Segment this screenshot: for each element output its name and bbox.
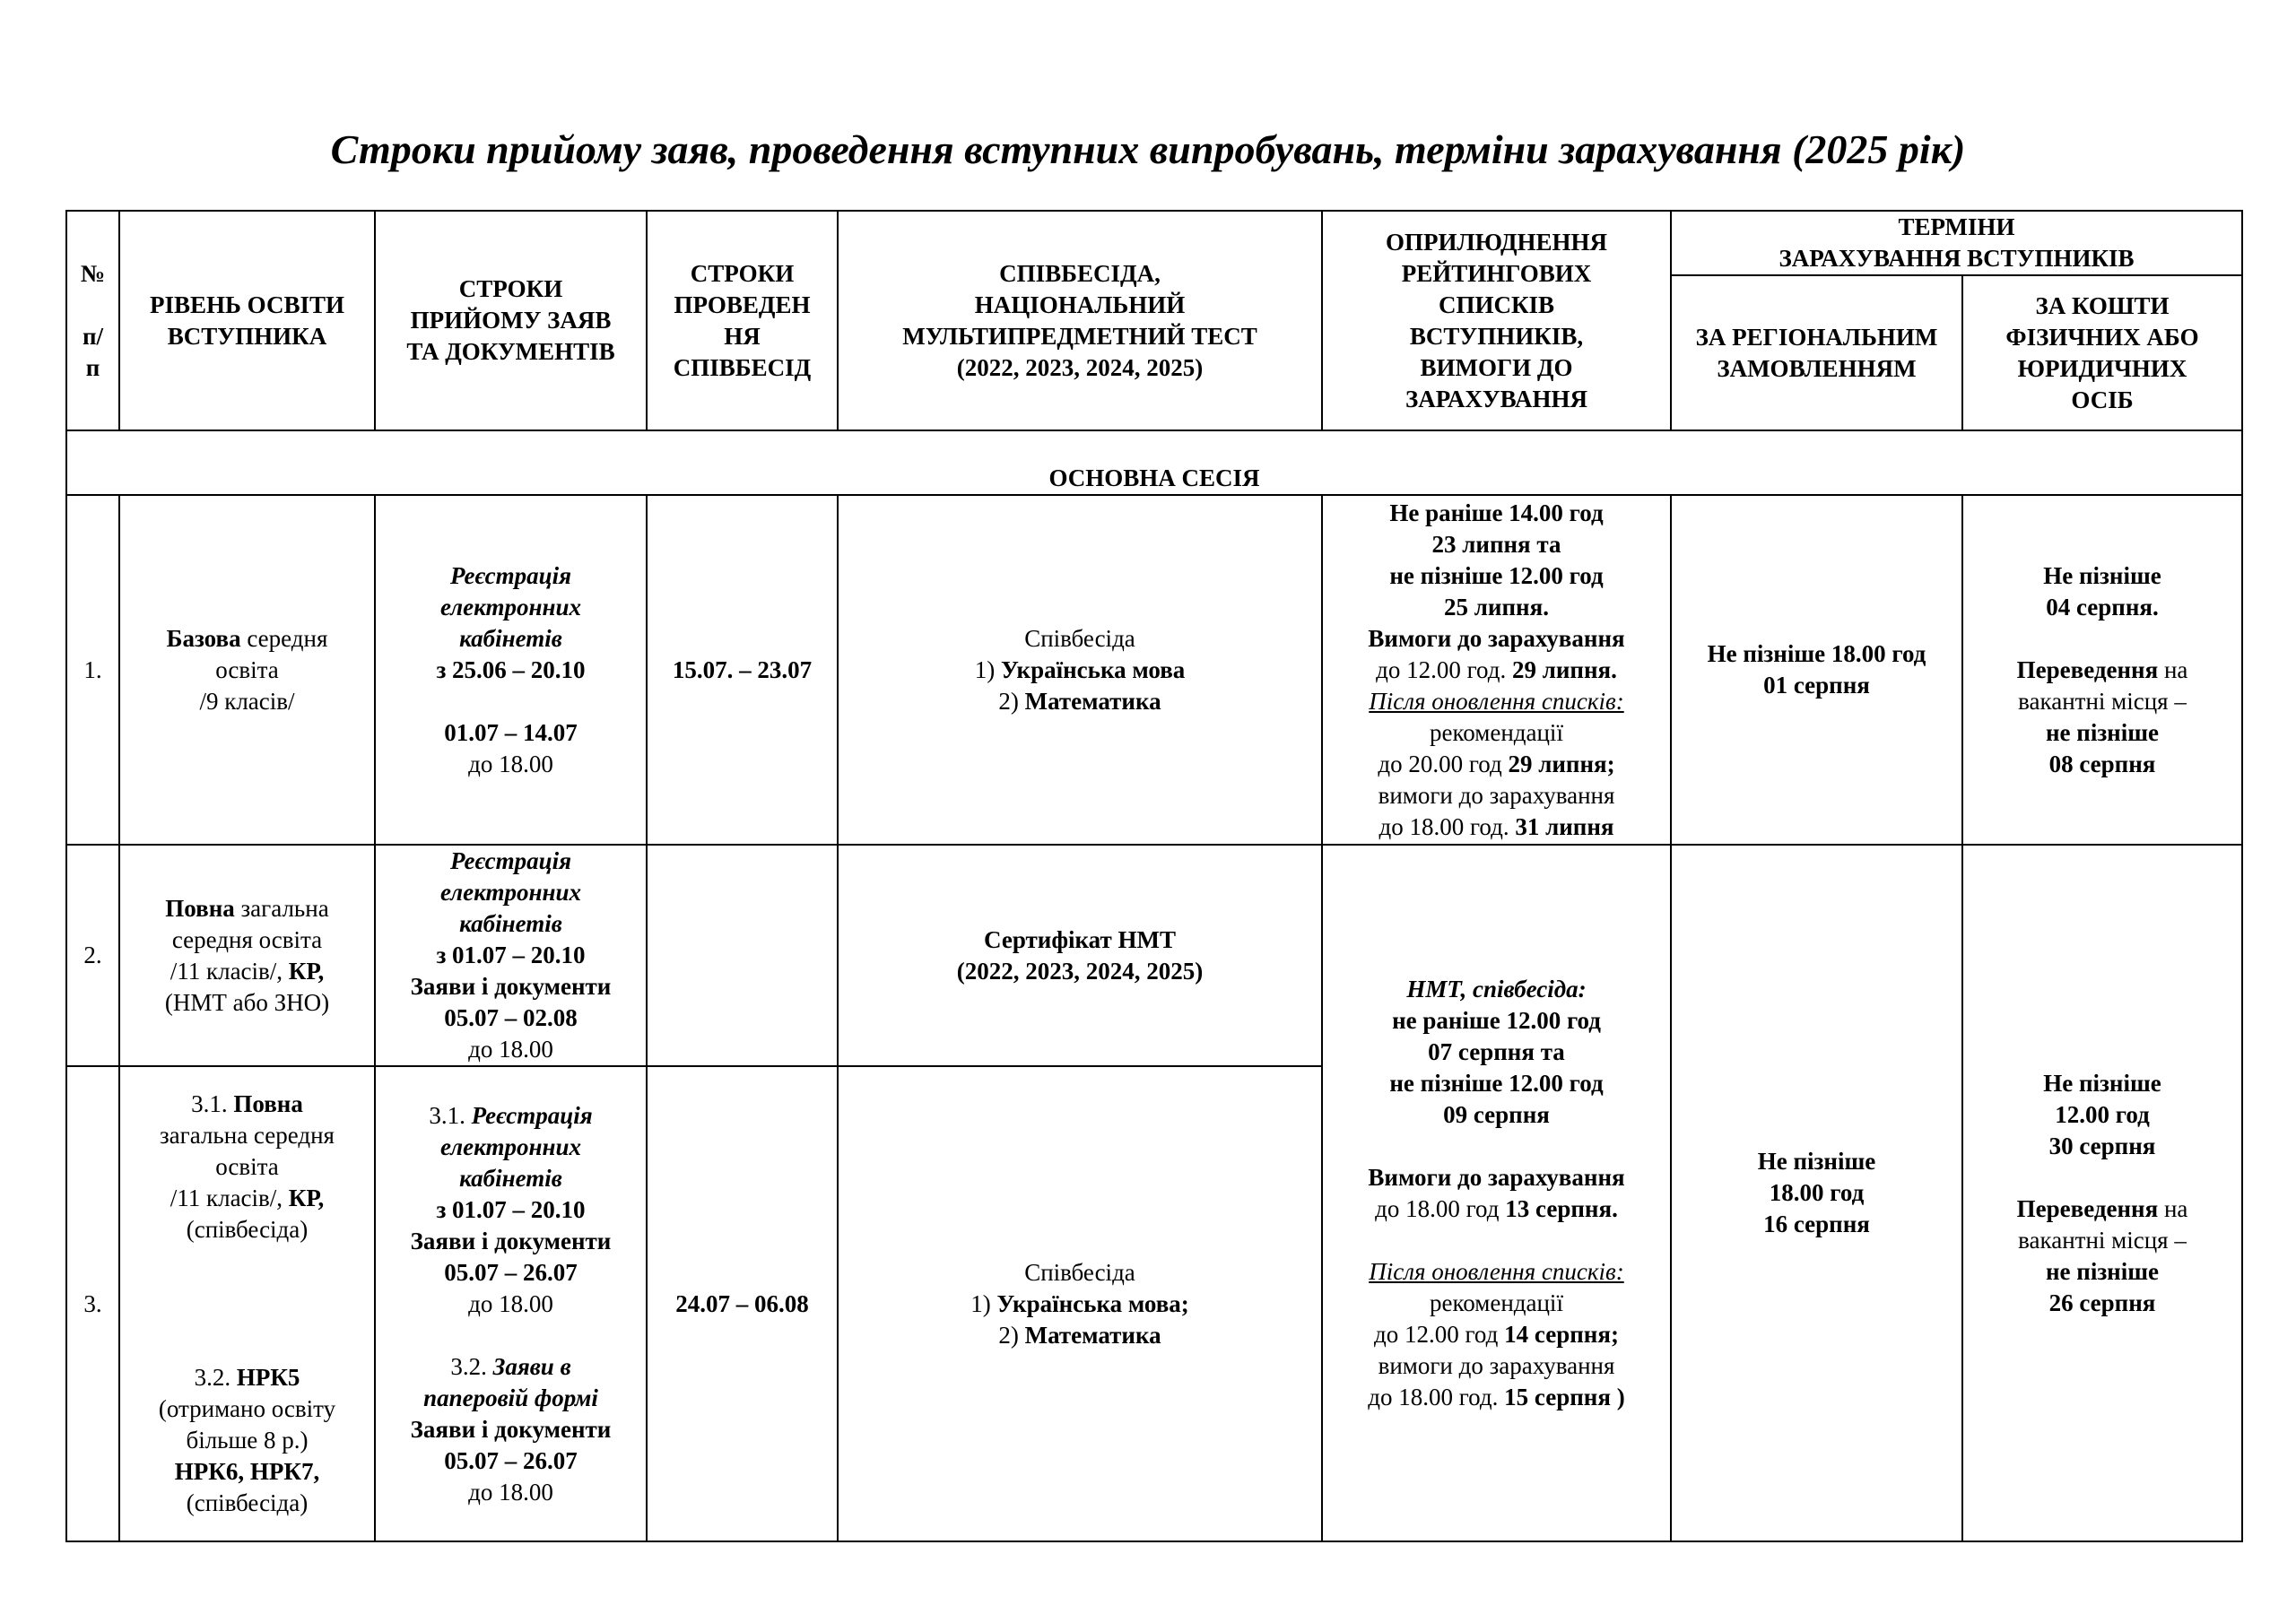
education-level-cell: Повна загальна середня освіта /11 класів/, КР, (НМТ або ЗНО) [119,845,375,1066]
application-dates-cell: Реєстрація електронних кабінетів з 01.07 – 20.10 Заяви і документи 05.07 – 02.08 до 18.00 [375,845,647,1066]
application-dates-cell: 3.1. Реєстрація електронних кабінетів з 01.07 – 20.10 Заяви і документи 05.07 – 26.07 до 18.00 3.2. Заяви в паперовій формі Заяви і документи 05.07 – 26.07 до 18.00 [375,1066,647,1541]
education-level-cell: Базова середня освіта /9 класів/ [119,495,375,845]
test-cell: Співбесіда 1) Українська мова; 2) Математика [838,1066,1322,1541]
private-funds-cell: Не пізніше 04 серпня. Переведення на вакантні місця – не пізніше 08 серпня [1962,495,2242,845]
table-row [66,495,2242,845]
header-ranking-publication: ОПРИЛЮДНЕННЯ РЕЙТИНГОВИХ СПИСКІВ ВСТУПНИКІВ, ВИМОГИ ДО ЗАРАХУВАННЯ [1322,211,1671,430]
interview-dates-cell: 15.07. – 23.07 [647,495,838,845]
interview-dates-cell: 24.07 – 06.08 [647,1066,838,1541]
row-number: 3. [66,1066,119,1541]
row-number: 2. [66,845,119,1066]
test-cell: Сертифікат НМТ (2022, 2023, 2024, 2025) [838,845,1322,1066]
section-title: ОСНОВНА СЕСІЯ [66,430,2242,495]
header-education-level: РІВЕНЬ ОСВІТИ ВСТУПНИКА [119,211,375,430]
page-title: Строки прийому заяв, проведення вступних випробувань, терміни зарахування (2025 рік) [330,126,1966,172]
header-row [66,211,2242,275]
header-regional-order: ЗА РЕГІОНАЛЬНИМ ЗАМОВЛЕННЯМ [1671,275,1962,430]
row-number: 1. [66,495,119,845]
interview-dates-cell [647,845,838,1066]
regional-order-cell: Не пізніше 18.00 год 01 серпня [1671,495,1962,845]
private-funds-cell: Не пізніше 12.00 год 30 серпня Переведення на вакантні місця – не пізніше 26 серпня [1962,845,2242,1541]
ranking-publication-cell: Не раніше 14.00 год 23 липня та не пізніше 12.00 год 25 липня. Вимоги до зарахування до 12.00 год. 29 липня. Після оновлення списків: рекомендації до 20.00 год 29 липня; вимоги до зарахування до 18.00 год. 31 липня [1322,495,1671,845]
regional-order-cell: Не пізніше 18.00 год 16 серпня [1671,845,1962,1541]
header-interview-dates: СТРОКИ ПРОВЕДЕН НЯ СПІВБЕСІД [647,211,838,430]
admission-schedule-table [65,210,2243,1542]
header-enrollment-terms: ТЕРМІНИ ЗАРАХУВАННЯ ВСТУПНИКІВ [1671,211,2242,275]
ranking-publication-cell: НМТ, співбесіда: не раніше 12.00 год 07 серпня та не пізніше 12.00 год 09 серпня Вимоги до зарахування до 18.00 год 13 серпня. Після оновлення списків: рекомендації до 12.00 год 14 серпня; вимоги до зарахування до 18.00 год. 15 серпня ) [1322,845,1671,1541]
application-dates-cell: Реєстрація електронних кабінетів з 25.06 – 20.10 01.07 – 14.07 до 18.00 [375,495,647,845]
header-number: № п/ п [66,211,119,430]
header-private-funds: ЗА КОШТИ ФІЗИЧНИХ АБО ЮРИДИЧНИХ ОСІБ [1962,275,2242,430]
education-level-cell: 3.1. Повна загальна середня освіта /11 класів/, КР, (співбесіда) 3.2. НРК5 (отримано освіту більше 8 р.) НРК6, НРК7, (співбесіда) [119,1066,375,1541]
header-application-dates: СТРОКИ ПРИЙОМУ ЗАЯВ ТА ДОКУМЕНТІВ [375,211,647,430]
test-cell: Співбесіда 1) Українська мова 2) Математика [838,495,1322,845]
header-test: СПІВБЕСІДА, НАЦІОНАЛЬНИЙ МУЛЬТИПРЕДМЕТНИЙ ТЕСТ (2022, 2023, 2024, 2025) [838,211,1322,430]
section-row [66,430,2242,495]
table-row [66,845,2242,1066]
